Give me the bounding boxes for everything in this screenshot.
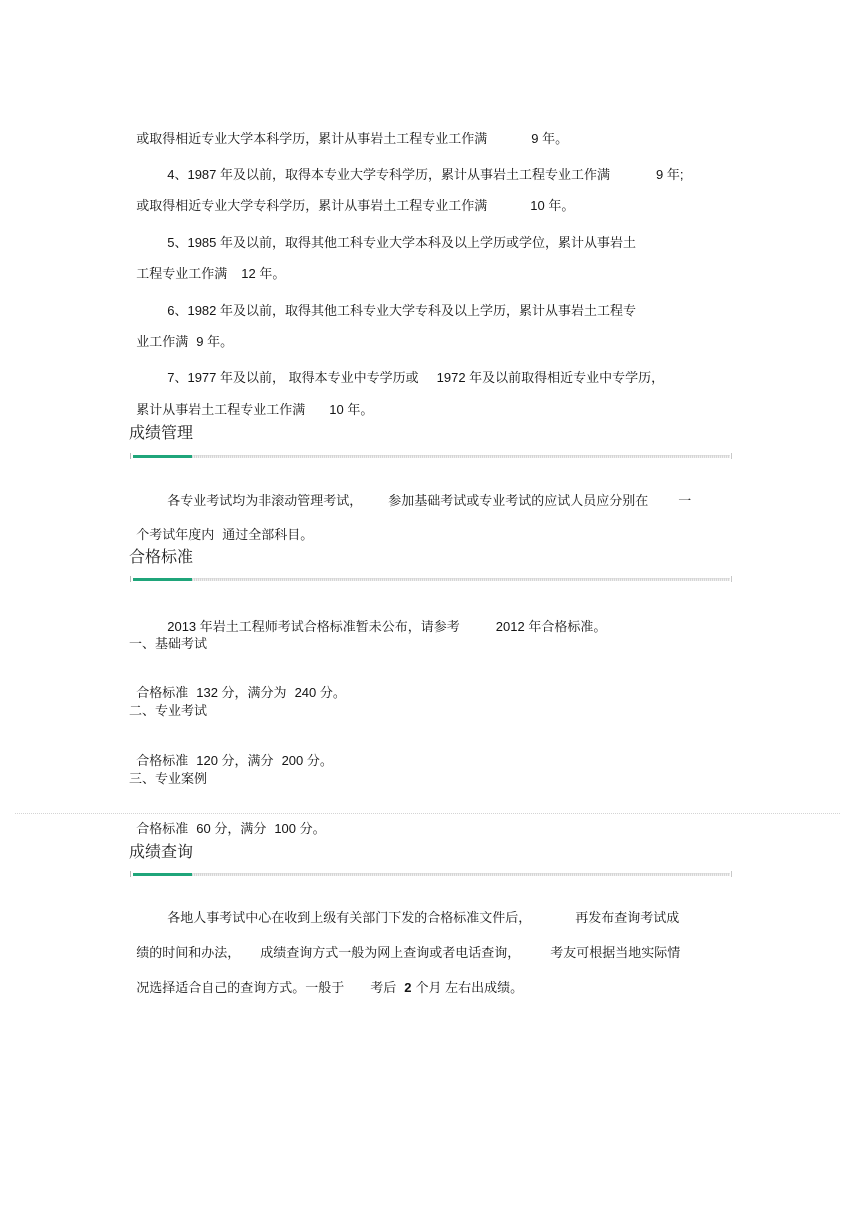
divider-tick [130, 871, 131, 877]
divider-accent-bar [133, 873, 192, 876]
bold-number: 2 [404, 980, 412, 995]
section-divider [130, 576, 732, 582]
paragraph-line [160, 603, 606, 635]
text: 2013 年岩土工程师考试合格标准暂未公布，请参考 [167, 619, 460, 634]
qualification-item-4 [160, 151, 683, 183]
item-number: 4、 [167, 167, 188, 182]
text-line [129, 386, 373, 418]
value: 10 年。 [530, 198, 575, 213]
text: 1972 年及以前取得相近专业中专学历， [436, 370, 665, 385]
text: 业工作满 [136, 334, 189, 349]
text: 考友可根据当地实际情 [550, 945, 681, 960]
value: 12 年。 [241, 266, 286, 281]
text: 一 [678, 493, 692, 508]
text: 或取得相近专业大学本科学历，累计从事岩土工程专业工作满 [136, 131, 488, 146]
divider-accent-bar [133, 578, 192, 581]
pass-standard-line [129, 805, 326, 837]
section-divider [130, 453, 732, 459]
subheading-professional-exam: 二、专业考试 [129, 703, 208, 718]
full-score: 100 分。 [274, 821, 326, 836]
pass-score: 120 分，满分 [196, 753, 274, 768]
pass-standard-line [129, 669, 346, 701]
item-number: 7、 [167, 370, 188, 385]
text-line [129, 318, 233, 350]
section-heading-score-management: 成绩管理 [129, 425, 194, 442]
full-score: 240 分。 [294, 685, 346, 700]
qualification-item-6 [160, 287, 636, 319]
paragraph-line [129, 511, 313, 543]
text: 绩的时间和办法， [136, 945, 241, 960]
divider-tick [731, 453, 732, 459]
section-divider [130, 871, 732, 877]
text: 况选择适合自己的查询方式。一般于 [136, 980, 345, 995]
divider-tick [130, 453, 131, 459]
label: 合格标准 [136, 685, 189, 700]
text: 个考试年度内 [136, 527, 215, 542]
divider-tick [731, 871, 732, 877]
text: 工程专业工作满 [136, 266, 228, 281]
text: 累计从事岩土工程专业工作满 [136, 402, 306, 417]
value: 9 年; [656, 167, 684, 182]
pass-score: 132 分，满分为 [196, 685, 287, 700]
text: 1977 年及以前， 取得本专业中专学历或 [187, 370, 419, 385]
value: 9 年。 [196, 334, 234, 349]
qualification-item-7 [160, 354, 664, 386]
label: 合格标准 [136, 821, 189, 836]
text: 再发布查询考试成 [575, 910, 680, 925]
text: 2012 年合格标准。 [495, 619, 607, 634]
paragraph-line [160, 894, 679, 926]
text: 考后 [370, 980, 397, 995]
divider-dotted-line [192, 873, 730, 876]
text: 或取得相近专业大学专科学历，累计从事岩土工程专业工作满 [136, 198, 488, 213]
divider-tick [731, 576, 732, 582]
divider-dotted-line [192, 455, 730, 458]
pass-score: 60 分，满分 [196, 821, 267, 836]
divider-dotted-line [192, 578, 730, 581]
value: 10 年。 [329, 402, 374, 417]
item-number: 5、 [167, 235, 188, 250]
section-heading-score-inquiry: 成绩查询 [129, 844, 194, 861]
text: 1982 年及以前，取得其他工科专业大学专科及以上学历，累计从事岩土工程专 [187, 303, 637, 318]
text-line [129, 115, 568, 147]
paragraph-line [129, 929, 680, 961]
text: 通过全部科目。 [222, 527, 314, 542]
qualification-item-5 [160, 219, 636, 251]
text: 个月 左右出成绩。 [415, 980, 524, 995]
text: 1987 年及以前，取得本专业大学专科学历，累计从事岩土工程专业工作满 [187, 167, 611, 182]
text: 1985 年及以前，取得其他工科专业大学本科及以上学历或学位，累计从事岩土 [187, 235, 637, 250]
text: 成绩查询方式一般为网上查询或者电话查询， [260, 945, 521, 960]
pass-standard-line [129, 737, 333, 769]
text: 各专业考试均为非滚动管理考试， [167, 493, 363, 508]
label: 合格标准 [136, 753, 189, 768]
paragraph-line [129, 964, 523, 996]
section-heading-pass-standard: 合格标准 [129, 549, 194, 566]
text: 参加基础考试或专业考试的应试人员应分别在 [388, 493, 649, 508]
text-line [129, 250, 285, 282]
item-number: 6、 [167, 303, 188, 318]
full-score: 200 分。 [281, 753, 333, 768]
subheading-professional-cases: 三、专业案例 [129, 771, 208, 786]
text-line [129, 182, 574, 214]
value: 9 年。 [531, 131, 569, 146]
divider-tick [130, 576, 131, 582]
text: 各地人事考试中心在收到上级有关部门下发的合格标准文件后， [167, 910, 532, 925]
divider-accent-bar [133, 455, 192, 458]
subheading-basic-exam: 一、基础考试 [129, 636, 208, 651]
paragraph-line [160, 477, 691, 509]
